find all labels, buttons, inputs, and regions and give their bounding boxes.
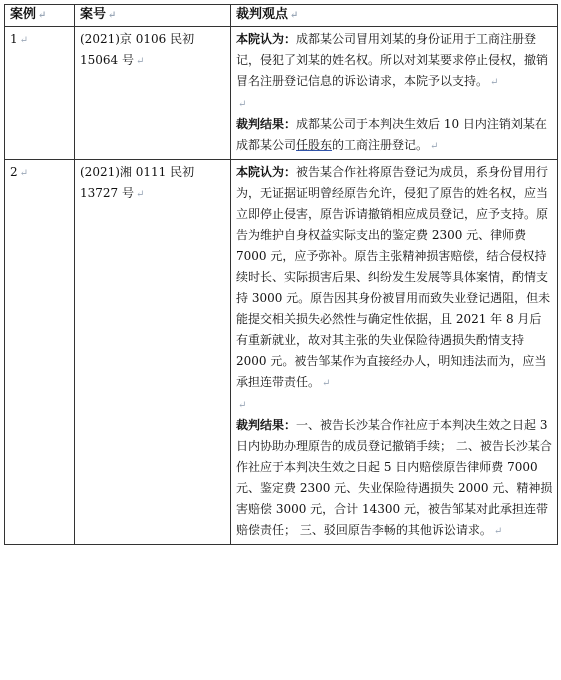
paragraph-mark-icon: ↵ [238, 99, 247, 110]
header-case: 案例 ↵ [5, 5, 75, 27]
judgment-table [4, 4, 558, 545]
paragraph-mark-icon: ↵ [38, 10, 47, 21]
opinion-text: 成都某公司冒用刘某的身份证用于工商注册登记，侵犯了刘某的姓名权。所以对刘某要求停止侵权，撤销冒名注册登记信息的诉讼请求，本院予以支持。 [236, 32, 549, 88]
result-text: 一、被告长沙某合作社应于本判决生效之日起 3 日内协助办理原告的成员登记撤销手续； 二、被告长沙某合作社应于本判决生效之日起 5 日内赔偿原告律师费 7000 元、鉴定费 2300 元、失业保险待遇损失 2000 元、精神损害赔偿 3000 元，合计 14300 元，被告邹某对此承担连带赔偿责任； 三、驳回原告李畅的其他诉讼请求。 [236, 418, 553, 537]
judgment-view [231, 160, 558, 545]
court-opinion [236, 162, 553, 394]
case-number: (2021)京 0106 民初 15064 号 ↵ [75, 27, 231, 160]
judgment-view [231, 27, 558, 160]
judgment-result [236, 415, 553, 542]
case-number: (2021)湘 0111 民初 13727 号 ↵ [75, 160, 231, 545]
judgment-result [236, 114, 553, 157]
header-judgment-view: 裁判观点 ↵ [231, 5, 558, 27]
result-text-end: 的工商注册登记。 [332, 138, 429, 152]
header-row [5, 5, 558, 27]
case-index: 2 ↵ [5, 160, 75, 545]
blank-line [236, 394, 553, 415]
result-text: 成都某公司于本判决生效后 10 日内注销刘某在成都某公司 [236, 117, 547, 152]
paragraph-mark-icon: ↵ [136, 189, 145, 200]
header-case-number: 案号 ↵ [75, 5, 231, 27]
paragraph-mark-icon: ↵ [490, 77, 499, 88]
opinion-text: 被告某合作社将原告登记为成员，系身份冒用行为，无证据证明曾经原告允许，侵犯了原告的姓名权，应当立即停止侵害，原告诉请撤销相应成员登记，应予支持。原告为维护自身权益实际支出的鉴定费 2300 元、律师费 7000 元，应予弥补。原告主张精神损害赔偿，结合侵权持续时长、实际损害后果、纠纷发生发展等具体案情，酌情支持 3000 元。原告因其身份被冒用而致失业登记遇阻，但未能提交相关损失必然性与确定性依据，且 2021 年 8 月后有重新就业，故对其主张的失业保险待遇损失酌情支持 2000 元。被告邹某作为直接经办人，明知违法而为，应当承担连带责任。 [236, 165, 551, 389]
opinion-lead: 本院认为： [236, 165, 297, 179]
table-row [5, 160, 558, 545]
table-row [5, 27, 558, 160]
paragraph-mark-icon: ↵ [108, 10, 117, 21]
court-opinion [236, 29, 553, 93]
opinion-lead: 本院认为： [236, 32, 297, 46]
paragraph-mark-icon: ↵ [290, 10, 299, 21]
paragraph-mark-icon: ↵ [238, 400, 247, 411]
paragraph-mark-icon: ↵ [493, 526, 503, 537]
paragraph-mark-icon: ↵ [19, 168, 29, 179]
result-lead: 裁判结果： [236, 418, 297, 432]
result-lead: 裁判结果： [236, 117, 297, 131]
paragraph-mark-icon: ↵ [136, 56, 145, 67]
paragraph-mark-icon: ↵ [322, 378, 331, 389]
blank-line [236, 93, 553, 114]
case-index: 1 ↵ [5, 27, 75, 160]
paragraph-mark-icon: ↵ [430, 141, 439, 152]
result-text-underlined: 任股东 [296, 138, 333, 152]
paragraph-mark-icon: ↵ [19, 35, 29, 46]
